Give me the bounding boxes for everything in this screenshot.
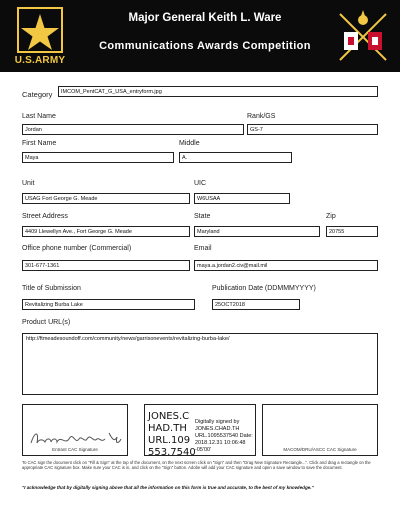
url-text: http://ftmeadesoundoff.com/community/news/garrisonevents/revitalizing-burba-lake/ [26, 336, 230, 342]
uic-field[interactable]: W6USAA [194, 193, 290, 204]
first-name-field[interactable]: Maya [22, 152, 174, 163]
cac-signer-name: JONES.C HAD.TH URL.109 553.7540 [148, 411, 196, 458]
army-logo-text: U.S.ARMY [14, 55, 66, 66]
cac-digital-signature-text: Digitally signed by JONES.CHAD.TH URL.1095537540 Date: 2018.12.31 10:06:48 -05'00' [195, 419, 253, 453]
url-field[interactable] [22, 333, 378, 395]
title-label: Title of Submission [22, 285, 81, 292]
category-label: Category [22, 90, 53, 99]
title-field[interactable]: Revitalizing Burba Lake [22, 299, 195, 310]
middle-label: Middle [179, 140, 200, 147]
uic-label: UIC [194, 180, 207, 187]
email-label: Email [194, 245, 212, 252]
last-name-field[interactable]: Jordan [22, 124, 244, 135]
acknowledgement-statement: "I acknowledge that by digitally signing above that all the information on this form is true and accurate, to the best of my knowledge." [22, 485, 314, 490]
cac-digital-signature[interactable] [144, 404, 256, 456]
signing-instructions: To CAC sign the document click on "Fill & Sign" at the top of the document, on the next screen click on "Sign" and then "Drag New Signature Rectangle...". Click and drag a rectangle on the appropriate CAC signature box. Make sure your CAC is in, and click on the "Sign" button. Adobe will add your CAC signature and open a save window to save the document. [22, 460, 371, 470]
first-name-label: First Name [22, 140, 57, 147]
rank-label: Rank/GS [247, 113, 276, 120]
entrant-signature-caption: Entrant CAC Signature [52, 447, 98, 452]
pubdate-label: Publication Date (DDMMMYYYY) [212, 285, 316, 292]
unit-label: Unit [22, 180, 35, 187]
zip-label: Zip [326, 213, 336, 220]
handwritten-signature-icon [29, 427, 123, 449]
state-field[interactable]: Maryland [194, 226, 320, 237]
street-field[interactable]: 4409 Llewellyn Ave., Fort George G. Meade [22, 226, 190, 237]
pubdate-field[interactable]: 25OCT2018 [212, 299, 300, 310]
state-label: State [194, 213, 211, 220]
phone-label: Office phone number (Commercial) [22, 245, 132, 252]
street-label: Street Address [22, 213, 68, 220]
header-banner [0, 0, 400, 72]
last-name-label: Last Name [22, 113, 56, 120]
macom-signature-box[interactable] [262, 404, 378, 456]
category-field[interactable]: IMCOM_PentCAT_G_USA_entryform.jpg [58, 86, 378, 97]
signal-corps-insignia-icon [332, 6, 394, 68]
email-field[interactable]: maya.a.jordan2.civ@mail.mil [194, 260, 378, 271]
middle-field[interactable]: A. [179, 152, 292, 163]
url-label: Product URL(s) [22, 319, 71, 326]
macom-signature-caption: MACOM/DRU/ASCC CAC Signature [283, 447, 357, 452]
entrant-signature-box[interactable] [22, 404, 128, 456]
banner-title: Major General Keith L. Ware [128, 12, 282, 24]
zip-field[interactable]: 20755 [326, 226, 378, 237]
phone-field[interactable]: 301-677-1361 [22, 260, 190, 271]
banner-subtitle: Communications Awards Competition [99, 40, 311, 52]
rank-field[interactable]: GS-7 [247, 124, 378, 135]
unit-field[interactable]: USAG Fort George G. Meade [22, 193, 190, 204]
